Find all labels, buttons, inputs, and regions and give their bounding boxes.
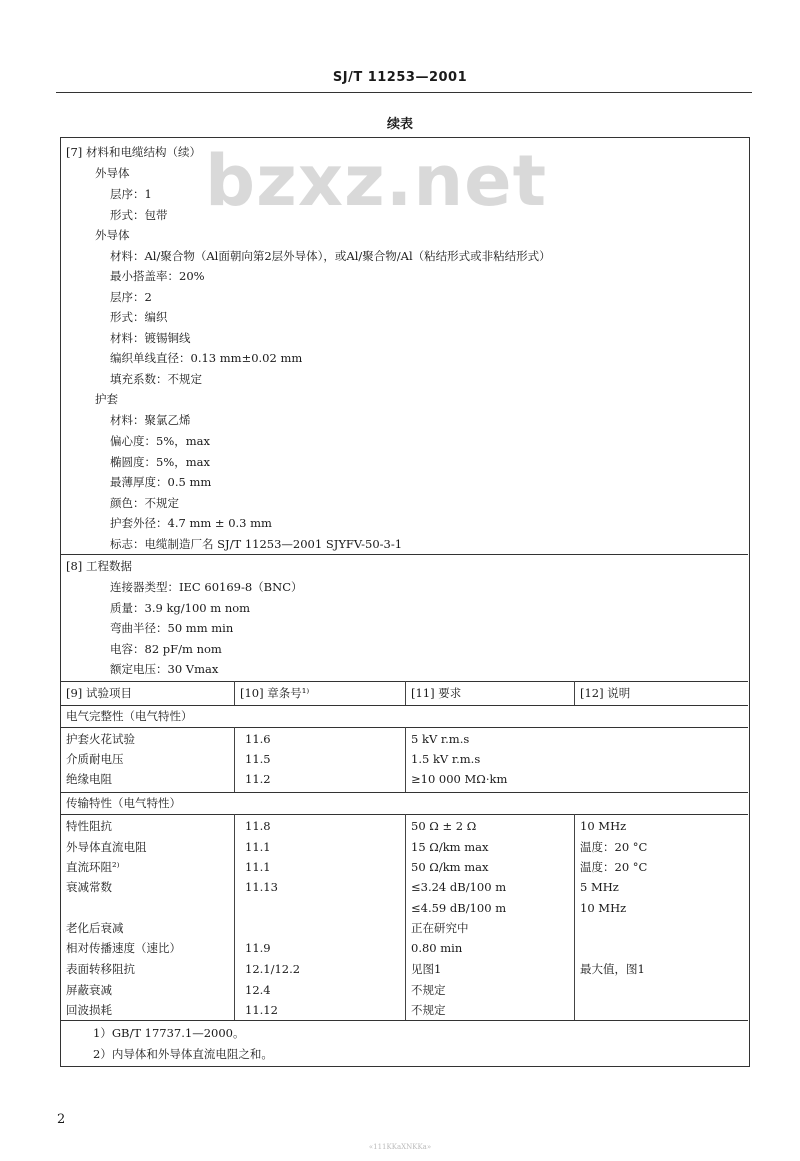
jacket-thickness: 最薄厚度：0.5 mm	[110, 475, 212, 489]
inner-form: 形式：包带	[110, 208, 168, 222]
rule-sec8	[60, 554, 748, 555]
th-test-item: [9] 试验项目	[66, 686, 132, 700]
col-line-2	[405, 681, 406, 705]
page-number: 2	[57, 1112, 66, 1127]
table-row-cell: ≤3.24 dB/100 m	[411, 880, 507, 894]
th-requirement: [11] 要求	[411, 686, 462, 700]
table-row-cell: 相对传播速度（速比）	[66, 941, 181, 955]
header-rule	[56, 92, 752, 93]
jacket-material: 材料：聚氯乙烯	[110, 413, 191, 427]
jacket-ovality: 椭圆度：5%，max	[110, 455, 210, 469]
group-electrical-integrity: 电气完整性（电气特性）	[66, 709, 193, 723]
footer-mark: «111KKaXNKKa»	[368, 1143, 432, 1151]
col-line-2b	[405, 727, 406, 792]
table-row-cell: 5 MHz	[580, 880, 619, 894]
col-line-1	[234, 681, 235, 705]
table-row-cell: 正在研究中	[411, 921, 469, 935]
table-row-cell: 最大值，图1	[580, 962, 645, 976]
rule-footnotes	[60, 1020, 748, 1021]
col-line-1c	[234, 814, 235, 1020]
braid-material: 材料：镀锡铜线	[110, 331, 191, 345]
table-row-cell: 11.2	[245, 772, 271, 786]
table-row-cell: 12.1/12.2	[245, 962, 301, 976]
connector-type: 连接器类型：IEC 60169-8（BNC）	[110, 580, 303, 594]
sec7-title: [7] 材料和电缆结构（续）	[66, 145, 201, 159]
sec8-title: [8] 工程数据	[66, 559, 132, 573]
table-row-cell: 11.13	[245, 880, 278, 894]
table-row-cell: 10 MHz	[580, 901, 627, 915]
footnote-2: 2）内导体和外导体直流电阻之和。	[93, 1047, 273, 1061]
table-row-cell: 15 Ω/km max	[411, 840, 489, 854]
table-row-cell: 50 Ω ± 2 Ω	[411, 819, 477, 833]
jacket-outer-diameter: 护套外径：4.7 mm ± 0.3 mm	[110, 516, 272, 530]
standard-number: SJ/T 11253—2001	[332, 70, 468, 85]
col-line-3	[574, 681, 575, 705]
table-row-cell: 护套火花试验	[66, 732, 135, 746]
col-line-3c	[574, 814, 575, 1020]
table-row-cell: 温度：20 °C	[580, 840, 648, 854]
table-row-cell: 不规定	[411, 1003, 446, 1017]
th-notes: [12] 说明	[580, 686, 631, 700]
rated-voltage: 额定电压：30 Vmax	[110, 662, 219, 676]
bend-radius: 弯曲半径：50 mm min	[110, 621, 234, 635]
inner-conductor-heading: 外导体	[95, 166, 130, 180]
table-row-cell: 11.6	[245, 732, 271, 746]
capacitance: 电容：82 pF/m nom	[110, 642, 222, 656]
group-transmission: 传输特性（电气特性）	[66, 796, 181, 810]
mass: 质量：3.9 kg/100 m nom	[110, 601, 251, 615]
outer-overlap: 最小搭盖率：20%	[110, 269, 205, 283]
table-row-cell: 介质耐电压	[66, 752, 124, 766]
table-row-cell: 11.1	[245, 860, 271, 874]
table-row-cell: 11.5	[245, 752, 271, 766]
table-row-cell: 50 Ω/km max	[411, 860, 489, 874]
table-row-cell: 10 MHz	[580, 819, 627, 833]
footnote-1: 1）GB/T 17737.1—2000。	[93, 1026, 245, 1040]
jacket-heading: 护套	[95, 392, 118, 406]
table-row-cell: 屏蔽衰减	[66, 983, 112, 997]
rule-group1	[60, 705, 748, 706]
table-row-cell: 5 kV r.m.s	[411, 732, 470, 746]
col-line-2c	[405, 814, 406, 1020]
table-row-cell: 衰减常数	[66, 880, 112, 894]
table-row-cell: 回波损耗	[66, 1003, 112, 1017]
outer-layers: 层序：2	[110, 290, 152, 304]
inner-layers: 层序：1	[110, 187, 152, 201]
table-row-cell: 外导体直流电阻	[66, 840, 147, 854]
table-row-cell: 直流环阻²⁾	[66, 860, 120, 874]
table-row-cell: 特性阻抗	[66, 819, 112, 833]
table-row-cell: 温度：20 °C	[580, 860, 648, 874]
outer-conductor-heading: 外导体	[95, 228, 130, 242]
rule-group2	[60, 792, 748, 793]
table-row-cell: 见图1	[411, 962, 442, 976]
rule-rows1	[60, 727, 748, 728]
table-row-cell: 12.4	[245, 983, 271, 997]
jacket-eccentricity: 偏心度：5%，max	[110, 434, 210, 448]
table-row-cell: 11.9	[245, 941, 271, 955]
outer-material: 材料：Al/聚合物（Al面朝向第2层外导体），或Al/聚合物/Al（粘结形式或非粘结形式）	[110, 249, 551, 263]
table-row-cell: 绝缘电阻	[66, 772, 112, 786]
th-clause: [10] 章条号¹⁾	[240, 686, 310, 700]
table-row-cell: 老化后衰减	[66, 921, 124, 935]
table-row-cell: 0.80 min	[411, 941, 463, 955]
table-row-cell: 11.12	[245, 1003, 278, 1017]
outer-form: 形式：编织	[110, 310, 168, 324]
table-row-cell: 11.1	[245, 840, 271, 854]
wire-diameter: 编织单线直径：0.13 mm±0.02 mm	[110, 351, 303, 365]
fill-factor: 填充系数：不规定	[110, 372, 202, 386]
table-row-cell: 表面转移阻抗	[66, 962, 135, 976]
watermark: bzxz.net	[205, 140, 548, 222]
col-line-1b	[234, 727, 235, 792]
table-row-cell: ≥10 000 MΩ·km	[411, 772, 508, 786]
table-row-cell: 1.5 kV r.m.s	[411, 752, 481, 766]
jacket-color: 颜色：不规定	[110, 496, 179, 510]
rule-rows2	[60, 814, 748, 815]
continued-title: 续表	[386, 117, 413, 132]
jacket-marking: 标志：电缆制造厂名 SJ/T 11253—2001 SJYFV-50-3-1	[110, 537, 403, 551]
rule-table-header	[60, 681, 748, 682]
table-row-cell: ≤4.59 dB/100 m	[411, 901, 507, 915]
table-row-cell: 不规定	[411, 983, 446, 997]
table-row-cell: 11.8	[245, 819, 271, 833]
